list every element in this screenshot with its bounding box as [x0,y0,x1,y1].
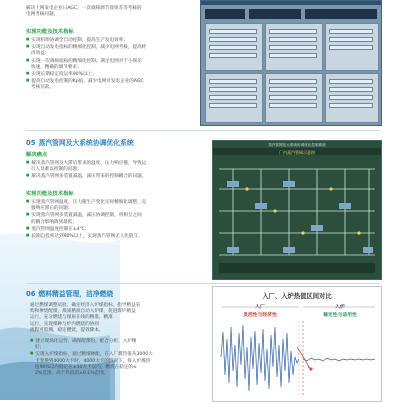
sec05-title [26,137,134,147]
goal-item: ■ 实现一次调频指标的精细化控制，满足电网对于小频差 [26,58,210,65]
chart-right-label: 入炉 [335,305,345,310]
goal-item: ■ 实现蒸汽管网温度，压力随生产变化实时精细化调整，克 [26,199,210,206]
chart-left-label: 入厂 [255,305,265,310]
intro-line: 流程可追溯，稳定燃烧，提效降本。 [30,327,104,333]
problem-item: ■ 解决蒸汽管网及大滞后带来的温度，压力响应慢，导致运 [26,160,210,167]
furnace-heat-signal-line [303,358,375,361]
sec05-number: 05 [26,139,36,147]
goal-item-cont: 的耦合影响降到最低； [31,219,77,225]
sec06-item-cont: 卡变换到4000大卡时，4000大卡的情况下，将入炉煤热 [35,358,151,364]
sec05-goals-heading: 实现功能及技术指标 [26,191,74,197]
steam-network-screenshot [212,140,382,280]
intro-line: 通过燃煤调整试验，确定经济入炉煤指标，指导精益采 [30,303,141,308]
goal-item: ■ 蒸汽管网温度控制在±4℃； [26,226,210,233]
intro-line: 运行，实现煤种与炉内燃烧的协同 [30,321,99,327]
heat-value-comparison-chart [212,286,382,402]
sec06-title-text: 燃料精益管理，洁净燃烧 [38,290,114,298]
intro-line: 购和掺烧配煤，煤质精准自动入炉煤，促进煤炉精益 [30,309,136,315]
sec06-item-cont: 值90%以内稳定在±50大卡以内，燃烧在稳定的± [35,364,137,370]
chart-right-note: 稳定性与适用性 [323,313,357,318]
goal-item-cont: 服响应滞后的问题； [31,206,73,212]
section-divider [26,130,380,131]
sec06-item: ■ 建立现场化运营，确保配煤份，配合分析，入炉精 [30,338,208,345]
goal-item-cont: 快速，精确的调节要求； [31,64,82,70]
chart-title: 入厂、入炉热值区间对比 [262,293,332,300]
steam-pipe-diagram [213,159,381,277]
sec06-item: ■ 实现入炉煤指标，通过精细掺配，在入厂煤热值从3000大 [30,351,208,358]
sec05-title-text: 蒸汽管网及大系统协调优化系统 [38,139,134,147]
sec04-goals-list [26,37,210,92]
goal-item: ■ 实现自动发电指标的精细化控制，减少电网考核，提高经 [26,44,210,51]
goal-item: ■ 实现机组协调全自动控制，提高生产发电效率； [26,37,210,44]
top-line: 电网考核问题。 [26,12,59,18]
section-divider [26,283,380,284]
sec06-item-cont: 2%范围，高于热值的±0.1%范围。 [35,371,109,377]
problem-item-cont: 行人员难以控制的问题； [31,167,82,173]
top-paragraph [26,6,204,18]
sec06-number: 06 [26,290,36,298]
intro-line: 运行，充分燃烧与煤质在线的精准，精准 [30,315,113,321]
chart-left-note: 灵活性与经济性 [243,313,277,318]
sec06-title [26,288,113,298]
steam-screen-title: 蒸汽管网及大系统协调优化控制系统 [268,143,326,147]
screenshot-titlebar [201,1,381,5]
inbound-heat-signal-line [221,325,299,391]
goal-item-cont: 考核罚款。 [31,85,54,91]
agc-control-screenshot [200,0,382,126]
sec06-intro [30,303,208,334]
sec05-problem-list [26,160,210,181]
sec05-problem-heading: 解决痛点 [26,152,48,158]
sec04-goals-heading: 实现功能及技术指标 [26,29,74,35]
sec06-bullets [30,338,208,377]
goal-item: ■ 实现长期稳定投运率90%以上； [26,71,210,78]
sec05-goals-list [26,199,210,240]
goal-item: ■ 实现蒸汽管网多装置减温，减压协调控制，将相互之间 [26,212,210,219]
goal-item: ■ 长期自投率达到90%以上，实现蒸汽管网无人化值守。 [26,233,210,240]
goal-item: ■ 提高自动发电控制的Kp值，减少电网对发电企业的AGC [26,78,210,85]
sec06-item-cont: 好； [35,345,45,351]
top-line: 解决上网发电企业日AGC，一次调频调节效果差等考核的 [26,6,142,11]
steam-screen-header: 厂内蒸汽管网示意图 [279,150,315,155]
goal-item-cont: 济效益； [31,51,50,57]
problem-item: ■ 解决蒸汽管网多装置减温，减压带来的控制耦合的问题。 [26,173,210,180]
chart-plot [213,287,381,401]
